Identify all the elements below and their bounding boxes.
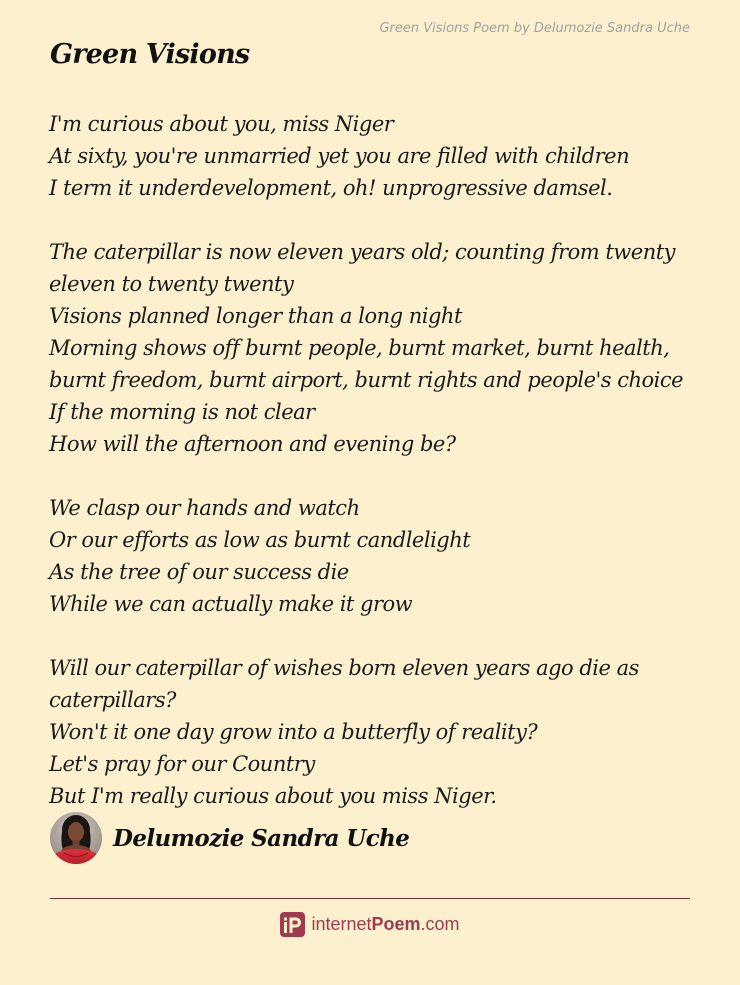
poem-title: Green Visions — [50, 39, 250, 70]
poem-line: Won't it one day grow into a butterfly of reality? — [49, 720, 538, 744]
poem-line: Will our caterpillar of wishes born eleven years ago die as caterpillars? — [49, 656, 639, 712]
poem-line: Or our efforts as low as burnt candlelight — [49, 528, 471, 552]
poem-body — [49, 108, 691, 812]
logo-part-com: .com — [420, 914, 460, 934]
poem-line: Let's pray for our Country — [49, 752, 315, 776]
poem-stanza-4 — [49, 652, 691, 812]
author-byline[interactable] — [50, 812, 409, 864]
poem-stanza-2 — [49, 236, 691, 460]
poem-line: The caterpillar is now eleven years old; counting from twenty eleven to twenty twenty — [49, 240, 676, 296]
poem-line: Morning shows off burnt people, burnt market, burnt health, burnt freedom, burnt airport, burnt rights and people's choice — [49, 336, 684, 392]
ip-logo-icon — [280, 912, 305, 937]
poem-line: I'm curious about you, miss Niger — [49, 112, 394, 136]
poem-line: At sixty, you're unmarried yet you are filled with children — [49, 144, 630, 168]
site-logo[interactable] — [0, 910, 740, 938]
poem-line: We clasp our hands and watch — [49, 496, 360, 520]
poem-line: But I'm really curious about you miss Niger. — [49, 784, 497, 808]
author-name[interactable]: Delumozie Sandra Uche — [113, 824, 410, 852]
author-avatar-icon[interactable] — [50, 812, 102, 864]
poem-line: I term it underdevelopment, oh! unprogressive damsel. — [49, 176, 613, 200]
poem-line: While we can actually make it grow — [49, 592, 413, 616]
poem-stanza-1 — [49, 108, 691, 204]
poem-line: Visions planned longer than a long night — [49, 304, 462, 328]
poem-line: How will the afternoon and evening be? — [49, 432, 456, 456]
logo-part-internet: internet — [311, 914, 372, 934]
footer-divider — [50, 898, 690, 899]
poem-line: As the tree of our success die — [49, 560, 349, 584]
site-logo-text[interactable] — [311, 915, 459, 933]
poem-stanza-3 — [49, 492, 691, 620]
poem-line: If the morning is not clear — [49, 400, 315, 424]
poem-subtitle: Green Visions Poem by Delumozie Sandra Uche — [379, 21, 690, 36]
logo-part-poem: Poem — [371, 914, 421, 934]
